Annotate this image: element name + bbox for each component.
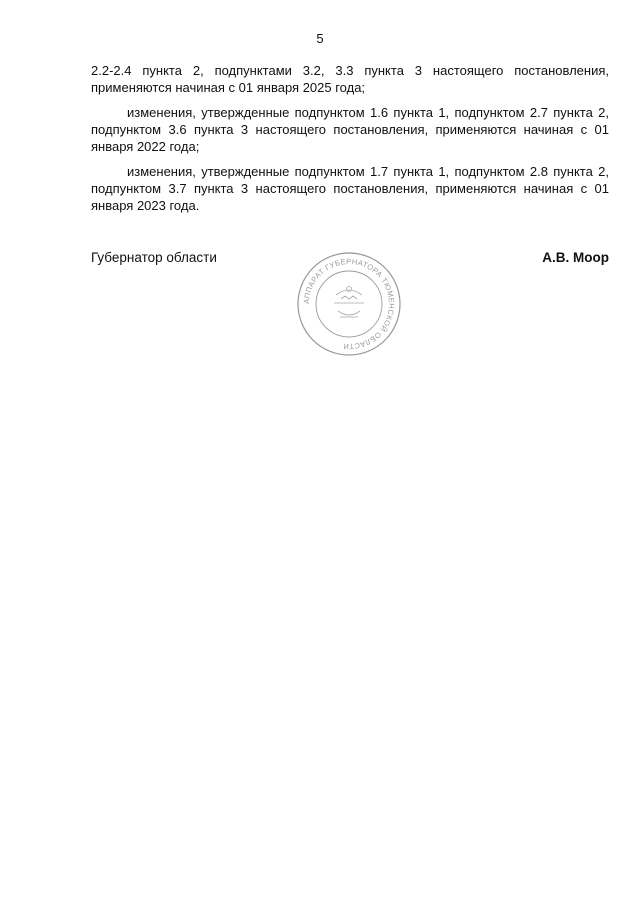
paragraph-2023: изменения, утвержденные подпунктом 1.7 пункта 1, подпунктом 2.8 пункта 2, подпунктом 3.7 пункта 3 настоящего постановления, применяются начиная с 01 января 2023 года. — [91, 164, 609, 213]
signatory-title: Губернатор области — [91, 250, 217, 265]
document-body — [91, 62, 609, 222]
official-seal-stamp — [296, 251, 402, 357]
signatory-name: А.В. Моор — [542, 250, 609, 265]
seal-outer-ring — [298, 253, 400, 355]
paragraph-continuation: 2.2-2.4 пункта 2, подпунктами 3.2, 3.3 пункта 3 настоящего постановления, применяются начиная с 01 января 2025 года; — [91, 63, 609, 95]
seal-inner-ring — [316, 271, 382, 337]
paragraph-2022: изменения, утвержденные подпунктом 1.6 пункта 1, подпунктом 2.7 пункта 2, подпунктом 3.6 пункта 3 настоящего постановления, применяются начиная с 01 января 2022 года; — [91, 105, 609, 154]
page-number: 5 — [316, 31, 324, 46]
seal-outer-text: АППАРАТ ГУБЕРНАТОРА ТЮМЕНСКОЙ ОБЛАСТИ — [301, 256, 397, 352]
seal-emblem — [334, 287, 364, 318]
